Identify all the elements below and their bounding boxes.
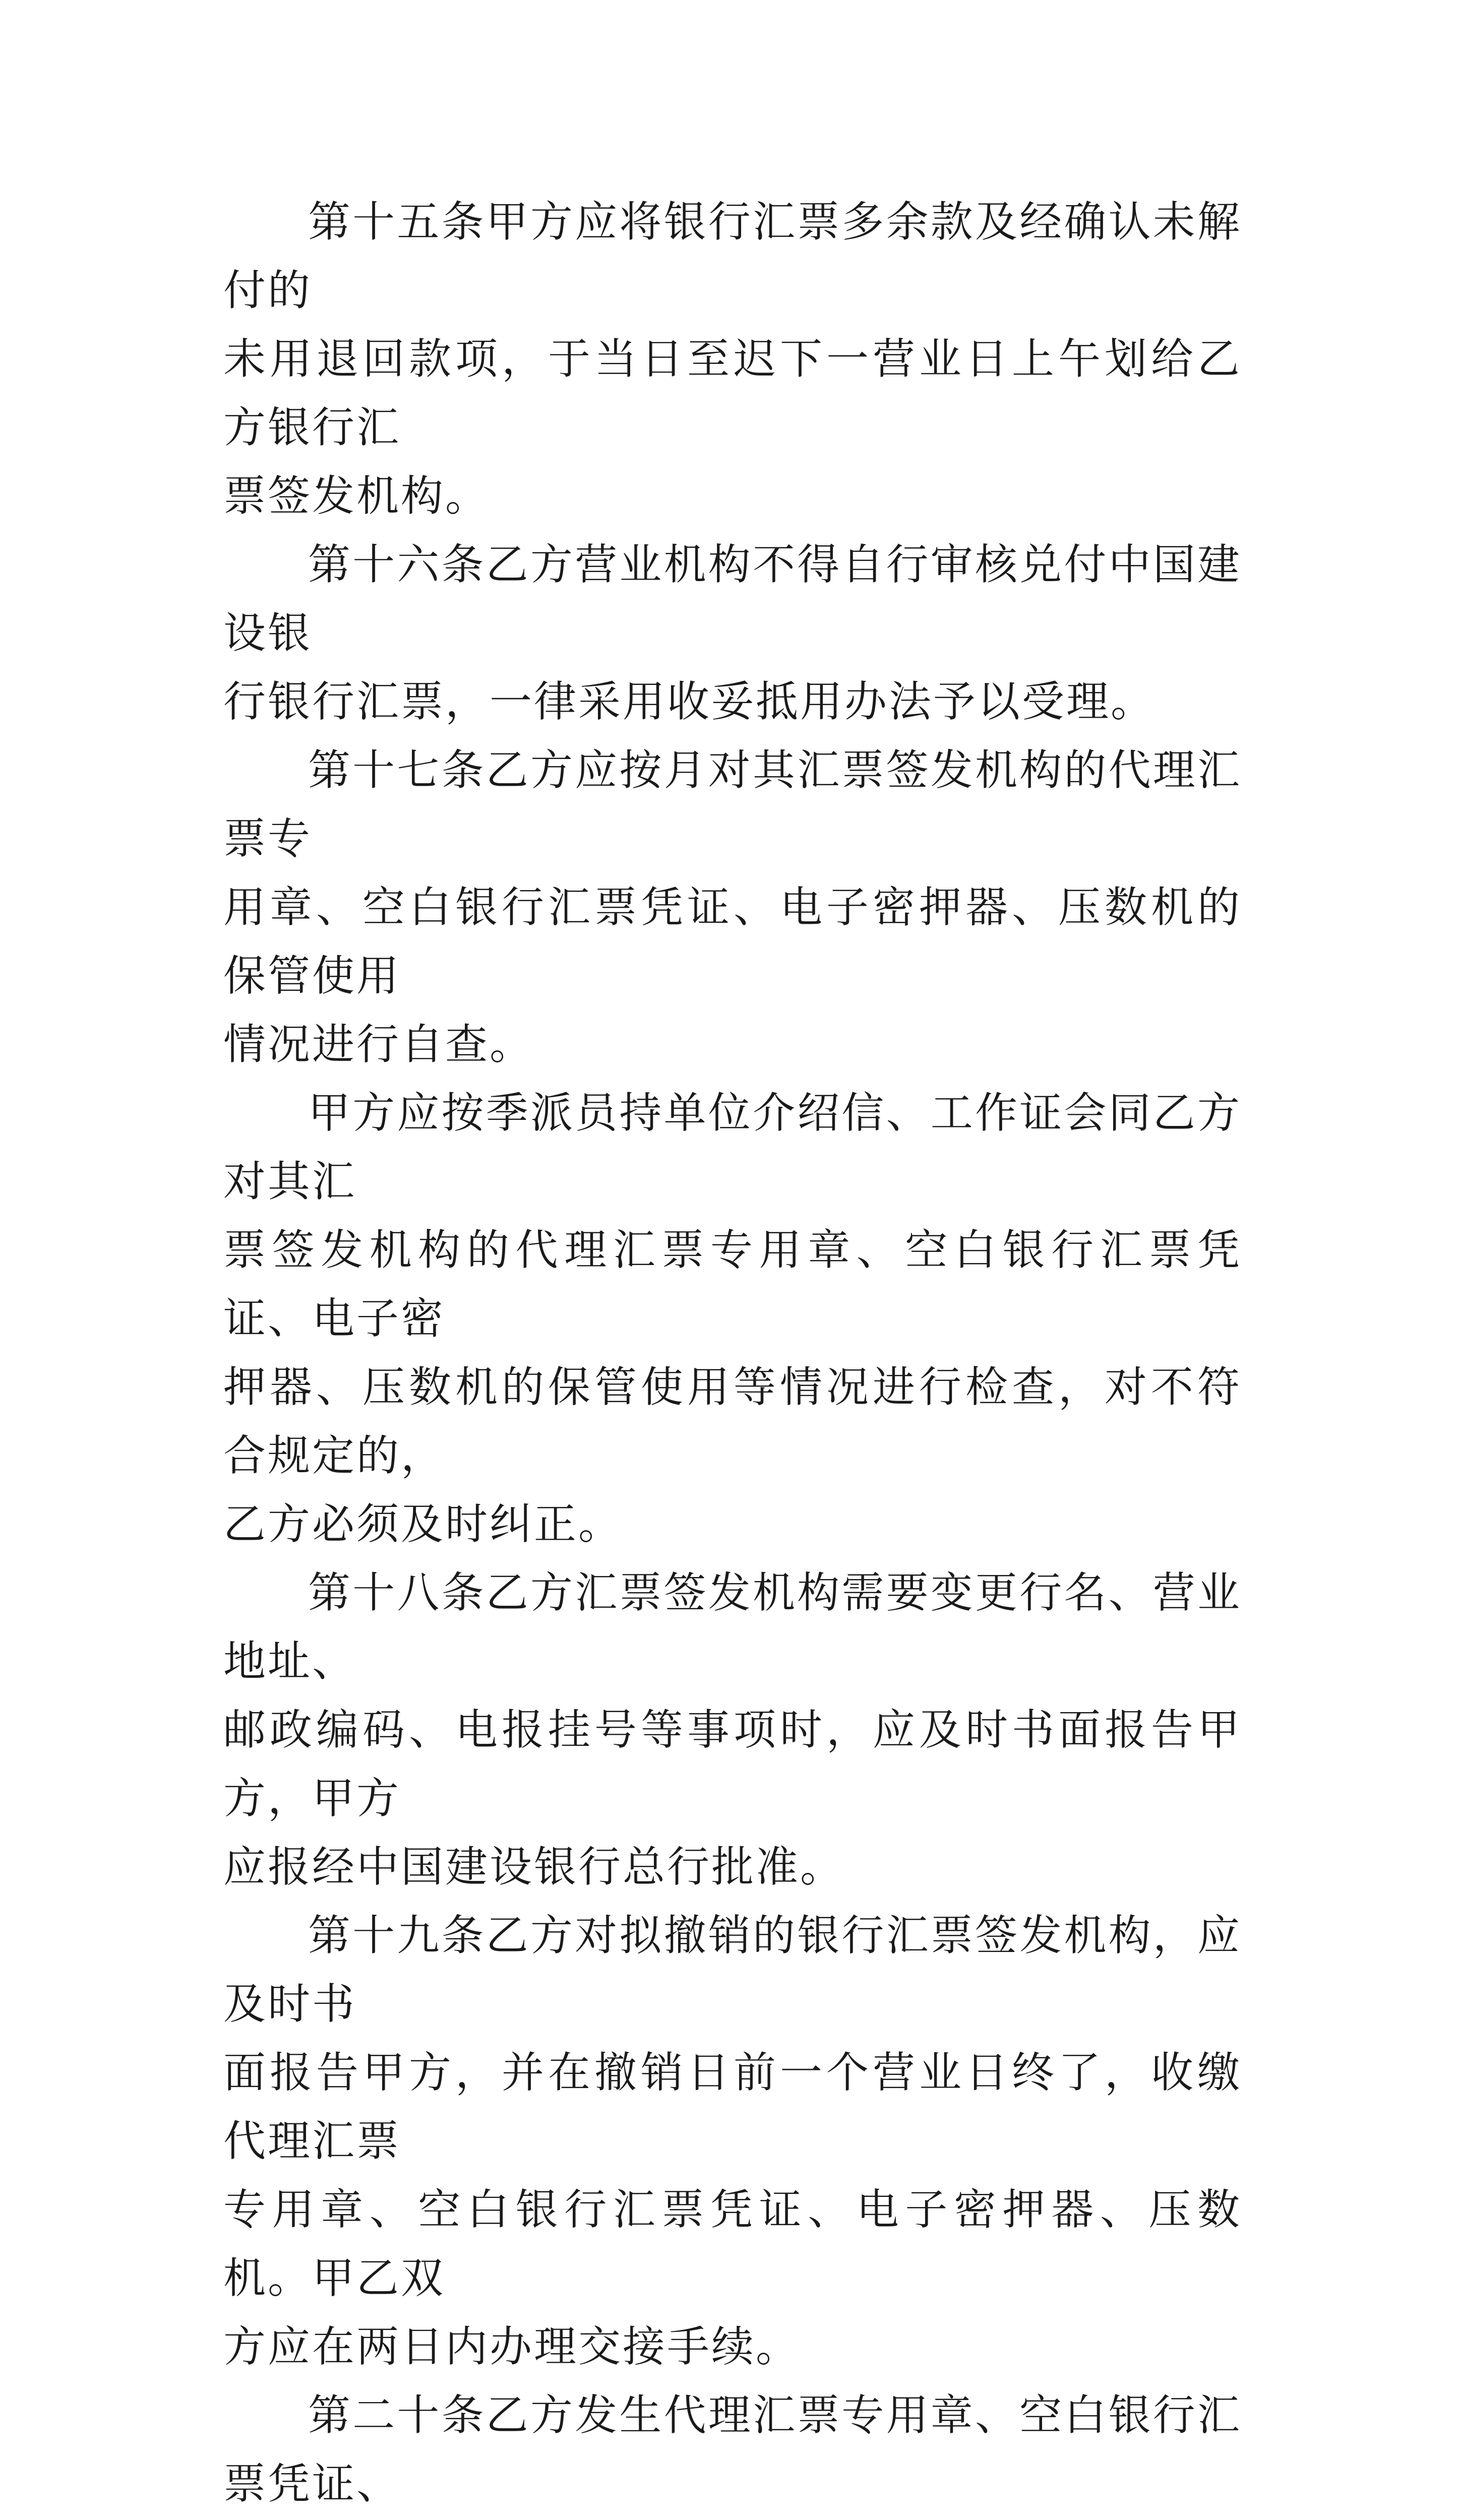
- paragraph-article-16: 第十六条乙方营业机构不得自行审核兑付中国建设银 行银行汇票，一律采用收妥抵用办法予以受理。: [223, 540, 1242, 726]
- paragraph-article-17-inspection: 甲方应按季派员持单位介绍信、工作证会同乙方对其汇 票签发机构的代理汇票专用章、空白银行汇票凭证、电子密 押器、压数机的保管使用等情况进行检查，对不符合规定的， 乙方必须及时纠正。: [223, 1088, 1242, 1549]
- document-body: [223, 187, 1242, 2520]
- paragraph-article-19: 第十九条乙方对拟撤销的银行汇票签发机构，应及时书 面报告甲方，并在撤销日前一个营业日终了，收缴代理汇票 专用章、空白银行汇票凭证、电子密押器、压数机。甲乙双 方应在两日内办理交接手续。: [223, 1911, 1242, 2371]
- paragraph-article-18: 第十八条乙方汇票签发机构需要变更行名、营业地址、 邮政编码、电报挂号等事项时，应及时书面报告甲方，甲方 应报经中国建设银行总行批准。: [223, 1568, 1242, 1892]
- paragraph-article-20: 第二十条乙方发生代理汇票专用章、空白银行汇票凭证、: [223, 2390, 1242, 2508]
- paragraph-article-15: 第十五条甲方应将银行汇票多余款及经确认未解付的 未用退回款项，于当日至迟下一营业日上午划给乙方银行汇 票签发机构。: [223, 197, 1242, 521]
- paragraph-article-17: 第十七条乙方应按月对其汇票签发机构的代理汇票专 用章、空白银行汇票凭证、电子密押器、压数机的保管使用 情况进行自查。: [223, 745, 1242, 1069]
